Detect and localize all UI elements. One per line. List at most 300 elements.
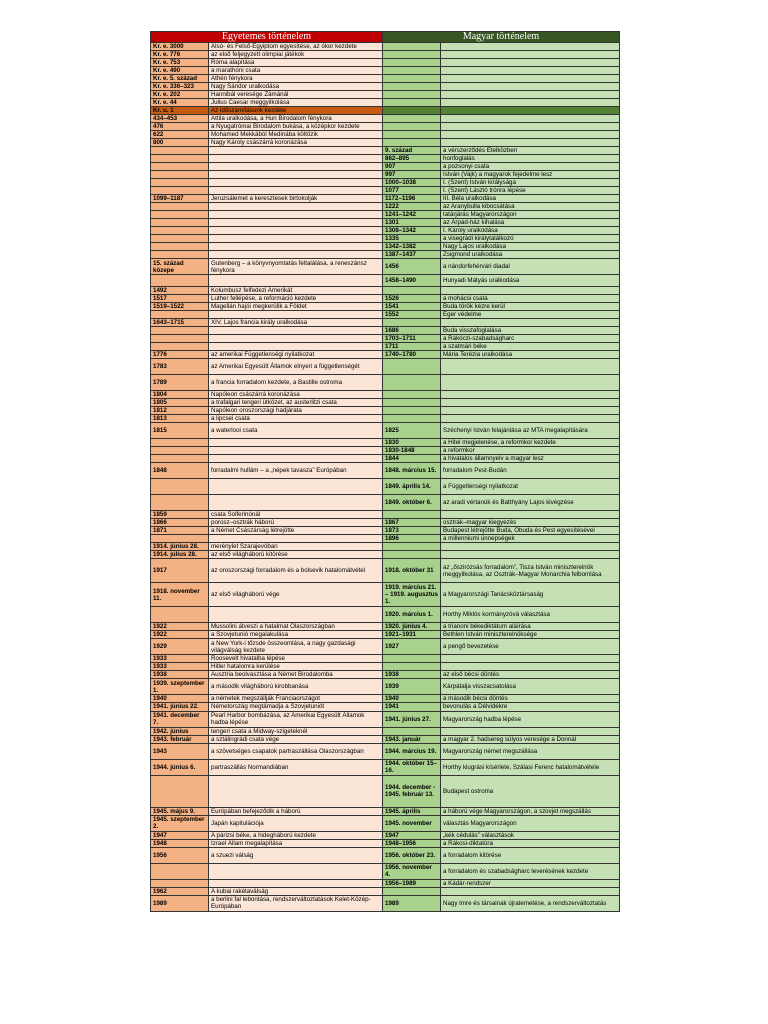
hungarian-year-cell [383,414,441,422]
hungarian-event-cell: a reformkor [441,446,620,454]
hungarian-year-cell [383,43,441,51]
hungarian-event-cell: tatárjárás Magyarországon [441,211,620,219]
hungarian-year-cell: 907 [383,163,441,171]
world-event-cell: Alsó- és Felső-Egyiptom egyesítése, az ókor kezdete [209,43,383,51]
world-year-cell [151,334,209,342]
world-event-cell: Luther fellépése, a reformáció kezdete [209,294,383,302]
hungarian-year-cell: 1956. október 23. [383,847,441,863]
table-row [151,83,620,91]
world-year-cell: 15. század közepe [151,259,209,275]
world-year-cell: Kr. e. 776 [151,51,209,59]
hungarian-event-cell [441,374,620,390]
hungarian-year-cell [383,99,441,107]
hungarian-event-cell: a forradalom kitörése [441,847,620,863]
hungarian-year-cell [383,91,441,99]
world-year-cell: 1812 [151,406,209,414]
world-event-cell: Izrael Állam megalapítása [209,839,383,847]
hungarian-event-cell: a háború vége Magyarországon, a szovjet megszállás [441,807,620,815]
table-row [151,639,620,655]
table-row [151,631,620,639]
world-year-cell [151,179,209,187]
hungarian-event-cell: Horthy kiugrási kísérlete, Szálasi Ferenc hatalomátvétele [441,759,620,775]
hungarian-year-cell: 997 [383,171,441,179]
world-event-cell [209,479,383,495]
table-row [151,59,620,67]
hungarian-year-cell [383,286,441,294]
world-event-cell: a marathóni csata [209,67,383,75]
world-year-cell: Kr. e. 202 [151,91,209,99]
hungarian-year-cell: 1342–1382 [383,243,441,251]
hungarian-year-cell: 1703–1711 [383,334,441,342]
world-year-cell: Kr. e. 44 [151,99,209,107]
world-year-cell: Kr. e. 3000 [151,43,209,51]
hungarian-event-cell: a mohácsi csata [441,294,620,302]
hungarian-year-cell: 1920. március 1. [383,607,441,623]
table-row [151,390,620,398]
hungarian-event-cell [441,511,620,519]
hungarian-year-cell [383,83,441,91]
world-event-cell: Nagy Károly császárrá koronázása [209,139,383,147]
table-row [151,535,620,543]
table-row [151,831,620,839]
hungarian-event-cell: a hivatalos államnyelv a magyar lesz [441,455,620,463]
world-year-cell: 476 [151,123,209,131]
world-event-cell: Napóleon oroszországi hadjárata [209,406,383,414]
world-year-cell: 1933 [151,663,209,671]
world-year-cell: 1941. június 22. [151,703,209,711]
world-year-cell: 1859 [151,511,209,519]
table-row [151,227,620,235]
hungarian-year-cell [383,663,441,671]
world-year-cell [151,446,209,454]
hungarian-year-cell: 1000–1038 [383,179,441,187]
table-row [151,711,620,727]
hungarian-event-cell: a pengő bevezetése [441,639,620,655]
world-event-cell: a Nyugatrómai Birodalom bukása, a középkor kezdete [209,123,383,131]
table-row [151,863,620,879]
hungarian-year-cell [383,67,441,75]
table-row [151,91,620,99]
world-event-cell: a németek megszállják Franciaországot [209,695,383,703]
world-event-cell [209,251,383,259]
world-year-cell [151,243,209,251]
hungarian-year-cell [383,727,441,735]
world-year-cell [151,203,209,211]
hungarian-year-cell [383,107,441,115]
table-row [151,479,620,495]
table-row [151,422,620,438]
world-event-cell: tengeri csata a Midway-szigeteknél [209,727,383,735]
world-event-cell [209,863,383,879]
world-year-cell: 1933 [151,655,209,663]
hungarian-year-cell: 1172–1196 [383,195,441,203]
world-event-cell: a második világháború kirobbanása [209,679,383,695]
hungarian-event-cell: „kék cédulás” választások [441,831,620,839]
table-row [151,519,620,527]
hungarian-event-cell: Zsigmond uralkodása [441,251,620,259]
hungarian-event-cell [441,887,620,895]
table-row [151,107,620,115]
table-row [151,895,620,911]
hungarian-year-cell: 1944. október 15–16. [383,759,441,775]
world-year-cell [151,219,209,227]
world-year-cell: 1947 [151,831,209,839]
table-row [151,302,620,310]
world-event-cell [209,219,383,227]
hungarian-year-cell: 1927 [383,639,441,655]
table-row [151,342,620,350]
table-row [151,446,620,454]
world-year-cell [151,535,209,543]
world-year-cell: 1943. február [151,735,209,743]
world-year-cell: 1804 [151,390,209,398]
table-row [151,655,620,663]
hungarian-year-cell: 1941. június 27. [383,711,441,727]
world-year-cell [151,227,209,235]
hungarian-year-cell [383,655,441,663]
world-event-cell: Pearl Harbor bombázása, az Amerikai Egyesült Államok hadba lépése [209,711,383,727]
world-event-cell: porosz–osztrák háború [209,519,383,527]
hungarian-year-cell [383,511,441,519]
world-event-cell: a waterlooi csata [209,422,383,438]
hungarian-year-cell: 1945. november [383,815,441,831]
world-year-cell [151,342,209,350]
table-row [151,511,620,519]
hungarian-year-cell [383,139,441,147]
table-row [151,847,620,863]
hungarian-event-cell: I. (Szent) István királysága [441,179,620,187]
table-row [151,51,620,59]
hungarian-event-cell: honfoglalás [441,155,620,163]
hungarian-event-cell: osztrák–magyar kiegyezés [441,519,620,527]
world-year-cell [151,326,209,334]
table-row [151,623,620,631]
hungarian-event-cell: bevonulás a Délvidékre [441,703,620,711]
world-event-cell: Mussolini átveszi a hatalmat Olaszországban [209,623,383,631]
world-history-header: Egyetemes történelem [151,32,383,43]
world-event-cell [209,310,383,318]
table-row [151,663,620,671]
table-row [151,463,620,479]
world-event-cell: Róma alapítása [209,59,383,67]
hungarian-event-cell: Magyarország német megszállása [441,743,620,759]
table-row [151,559,620,583]
hungarian-event-cell: a Függetlenségi nyilatkozat [441,479,620,495]
hungarian-event-cell: Buda visszafoglalása [441,326,620,334]
world-event-cell: a sztálingrádi csata vége [209,735,383,743]
hungarian-event-cell: a magyar 2. hadsereg súlyos veresége a Donnál [441,735,620,743]
world-event-cell: Athén fénykora [209,75,383,83]
world-event-cell [209,775,383,807]
world-year-cell: 1099–1187 [151,195,209,203]
hungarian-year-cell: 1943. január [383,735,441,743]
table-row [151,334,620,342]
world-year-cell: 622 [151,131,209,139]
world-year-cell: 1944. június 6. [151,759,209,775]
table-row [151,147,620,155]
world-event-cell: XIV. Lajos francia király uralkodása [209,318,383,326]
hungarian-event-cell: az Árpád-ház kihalása [441,219,620,227]
hungarian-year-cell: 1387–1437 [383,251,441,259]
table-row [151,551,620,559]
world-year-cell: Kr. e. 5. század [151,75,209,83]
hungarian-event-cell [441,390,620,398]
hungarian-event-cell [441,83,620,91]
table-row [151,318,620,326]
hungarian-event-cell: Buda török kézre kerül [441,302,620,310]
table-row [151,187,620,195]
world-event-cell: az Amerikai Egyesült Államok elnyeri a függetlenségét [209,358,383,374]
world-year-cell: 1938 [151,671,209,679]
hungarian-event-cell: Kárpátalja visszacsatolása [441,679,620,695]
world-event-cell [209,187,383,195]
table-row [151,75,620,83]
table-row [151,759,620,775]
world-year-cell: Kr. u. 1 [151,107,209,115]
hungarian-event-cell: I. Károly uralkodása [441,227,620,235]
hungarian-event-cell: Nagy Imre és társainak újratemetése, a rendszerváltoztatás [441,895,620,911]
hungarian-event-cell: a pozsonyi csata [441,163,620,171]
table-row [151,326,620,334]
world-event-cell: a szuezi válság [209,847,383,863]
table-row [151,607,620,623]
world-year-cell: Kr. e. 336–323 [151,83,209,91]
world-event-cell [209,275,383,286]
world-year-cell [151,879,209,887]
world-year-cell [151,187,209,195]
table-row [151,243,620,251]
world-year-cell: 1956 [151,847,209,863]
hungarian-year-cell: 1918. október 31 [383,559,441,583]
world-year-cell [151,251,209,259]
world-event-cell [209,235,383,243]
hungarian-event-cell: a millenniumi ünnepségek [441,535,620,543]
table-row [151,406,620,414]
table-row [151,887,620,895]
world-event-cell: a trafalgari tengeri ütközet, az austerlitzi csata [209,398,383,406]
hungarian-year-cell: 1948–1956 [383,839,441,847]
world-event-cell: a New York-i tőzsde összeomlása, a nagy gazdasági világválság kezdete [209,639,383,655]
hungarian-year-cell: 1989 [383,895,441,911]
hungarian-event-cell: Hunyadi Mátyás uralkodása [441,275,620,286]
hungarian-year-cell: 1940 [383,695,441,703]
world-event-cell: Japán kapitulációja [209,815,383,831]
table-row [151,374,620,390]
hungarian-year-cell: 1541 [383,302,441,310]
hungarian-year-cell: 1308–1342 [383,227,441,235]
world-year-cell: 1815 [151,422,209,438]
world-event-cell: Hitler hatalomra kerülése [209,663,383,671]
world-year-cell: 1871 [151,527,209,535]
table-row [151,131,620,139]
world-year-cell: 1517 [151,294,209,302]
world-event-cell [209,179,383,187]
world-year-cell: 1922 [151,623,209,631]
world-year-cell: 1918. november 11. [151,583,209,607]
world-event-cell: Attila uralkodása, a Hun Birodalom fénykora [209,115,383,123]
world-event-cell: merénylet Szarajevóban [209,543,383,551]
world-event-cell: Kolumbusz felfedezi Amerikát [209,286,383,294]
table-row [151,455,620,463]
world-year-cell: 1643–1715 [151,318,209,326]
hungarian-year-cell: 1686 [383,326,441,334]
hungarian-event-cell: Nagy Lajos uralkodása [441,243,620,251]
hungarian-year-cell: 1944. március 19. [383,743,441,759]
hungarian-year-cell [383,51,441,59]
hungarian-year-cell [383,75,441,83]
world-event-cell: Európában befejeződik a háború [209,807,383,815]
world-year-cell: 1939. szeptember 1. [151,679,209,695]
hungarian-year-cell [383,131,441,139]
world-year-cell: 1948 [151,839,209,847]
table-row [151,727,620,735]
hungarian-event-cell: Horthy Miklós kormányzóvá választása [441,607,620,623]
hungarian-event-cell: a nándorfehérvári diadal [441,259,620,275]
world-event-cell: Gutenberg – a könyvnyomtatás feltalálása, a reneszánsz fénykora [209,259,383,275]
hungarian-event-cell [441,406,620,414]
world-event-cell: Nagy Sándor uralkodása [209,83,383,91]
table-row [151,211,620,219]
world-event-cell [209,446,383,454]
hungarian-year-cell: 1849. április 14. [383,479,441,495]
hungarian-event-cell: Eger védelme [441,310,620,318]
world-year-cell [151,310,209,318]
world-event-cell: az oroszországi forradalom és a bolsevik hatalomátvétel [209,559,383,583]
world-event-cell [209,227,383,235]
world-year-cell: 1945. május 9. [151,807,209,815]
table-row [151,179,620,187]
world-year-cell: 1783 [151,358,209,374]
world-year-cell: 1866 [151,519,209,527]
table-row [151,839,620,847]
world-year-cell: 800 [151,139,209,147]
table-row [151,219,620,227]
hungarian-event-cell [441,115,620,123]
table-row [151,99,620,107]
world-year-cell: 1922 [151,631,209,639]
world-year-cell: 1813 [151,414,209,422]
timeline-sheet [150,31,619,912]
hungarian-event-cell: Bethlen István miniszterelnöksége [441,631,620,639]
hungarian-event-cell: az első bécsi döntés [441,671,620,679]
hungarian-event-cell [441,107,620,115]
table-row [151,294,620,302]
table-row [151,203,620,211]
world-event-cell [209,438,383,446]
hungarian-event-cell: a második bécsi döntés [441,695,620,703]
hungarian-event-cell [441,75,620,83]
table-row [151,195,620,203]
hungarian-event-cell [441,51,620,59]
world-event-cell [209,334,383,342]
table-row [151,235,620,243]
hungarian-year-cell: 1938 [383,671,441,679]
hungarian-year-cell: 1458–1490 [383,275,441,286]
world-year-cell: 1941. december 7. [151,711,209,727]
hungarian-year-cell [383,374,441,390]
world-event-cell: a Német Császárság létrejötte [209,527,383,535]
timeline-table [150,31,620,912]
hungarian-event-cell: a Hitel megjelenése, a reformkor kezdete [441,438,620,446]
hungarian-event-cell [441,663,620,671]
table-row [151,495,620,511]
world-year-cell [151,211,209,219]
world-year-cell [151,495,209,511]
world-event-cell: az amerikai Függetlenségi nyilatkozat [209,350,383,358]
hungarian-event-cell: a vérszerződés Etelközben [441,147,620,155]
hungarian-year-cell [383,406,441,414]
hungarian-event-cell [441,131,620,139]
hungarian-year-cell: 1947 [383,831,441,839]
world-year-cell [151,775,209,807]
world-event-cell: forradalmi hullám – a „népek tavasza” Európában [209,463,383,479]
table-row [151,155,620,163]
world-event-cell: a szövetséges csapatok partraszállása Olaszországban [209,743,383,759]
table-row [151,543,620,551]
hungarian-event-cell [441,358,620,374]
hungarian-event-cell: a forradalom és szabadságharc leverésének kezdete [441,863,620,879]
hungarian-year-cell: 1920. június 4. [383,623,441,631]
hungarian-event-cell: a Rákóczi-szabadságharc [441,334,620,342]
world-year-cell [151,455,209,463]
world-year-cell: 1848 [151,463,209,479]
hungarian-year-cell: 1956. november 4. [383,863,441,879]
hungarian-event-cell: Budapest létrejötte Buda, Óbuda és Pest egyesítésével [441,527,620,535]
world-event-cell [209,243,383,251]
table-row [151,414,620,422]
hungarian-year-cell: 1867 [383,519,441,527]
hungarian-year-cell: 1830 [383,438,441,446]
hungarian-year-cell: 1222 [383,203,441,211]
hungarian-year-cell: 1939 [383,679,441,695]
hungarian-year-cell: 1711 [383,342,441,350]
hungarian-event-cell: forradalom Pest-Budán [441,463,620,479]
world-year-cell [151,163,209,171]
world-event-cell: Roosevelt hivatalba lépése [209,655,383,663]
hungarian-event-cell: választás Magyarországon [441,815,620,831]
hungarian-year-cell: 1921–1931 [383,631,441,639]
hungarian-year-cell: 1873 [383,527,441,535]
table-row [151,358,620,374]
world-event-cell: a francia forradalom kezdete, a Bastille ostroma [209,374,383,390]
hungarian-year-cell [383,358,441,374]
world-year-cell: 434–453 [151,115,209,123]
table-row [151,115,620,123]
hungarian-year-cell: 1848. március 15. [383,463,441,479]
table-row [151,310,620,318]
hungarian-event-cell: a visegrádi királytalálkozó [441,235,620,243]
table-row [151,815,620,831]
world-event-cell: partraszállás Normandiában [209,759,383,775]
hungarian-event-cell [441,91,620,99]
hungarian-year-cell: 1941 [383,703,441,711]
hungarian-year-cell [383,543,441,551]
table-row [151,67,620,75]
hungarian-event-cell [441,67,620,75]
world-event-cell [209,455,383,463]
table-row [151,286,620,294]
world-year-cell [151,171,209,179]
hungarian-event-cell: a szatmári béke [441,342,620,350]
table-row [151,879,620,887]
world-year-cell [151,479,209,495]
world-event-cell [209,535,383,543]
hungarian-year-cell [383,59,441,67]
world-event-cell: Ausztria beolvasztása a Német Birodalomba [209,671,383,679]
hungarian-event-cell: a Rákosi-diktatúra [441,839,620,847]
hungarian-year-cell [383,551,441,559]
world-year-cell [151,147,209,155]
